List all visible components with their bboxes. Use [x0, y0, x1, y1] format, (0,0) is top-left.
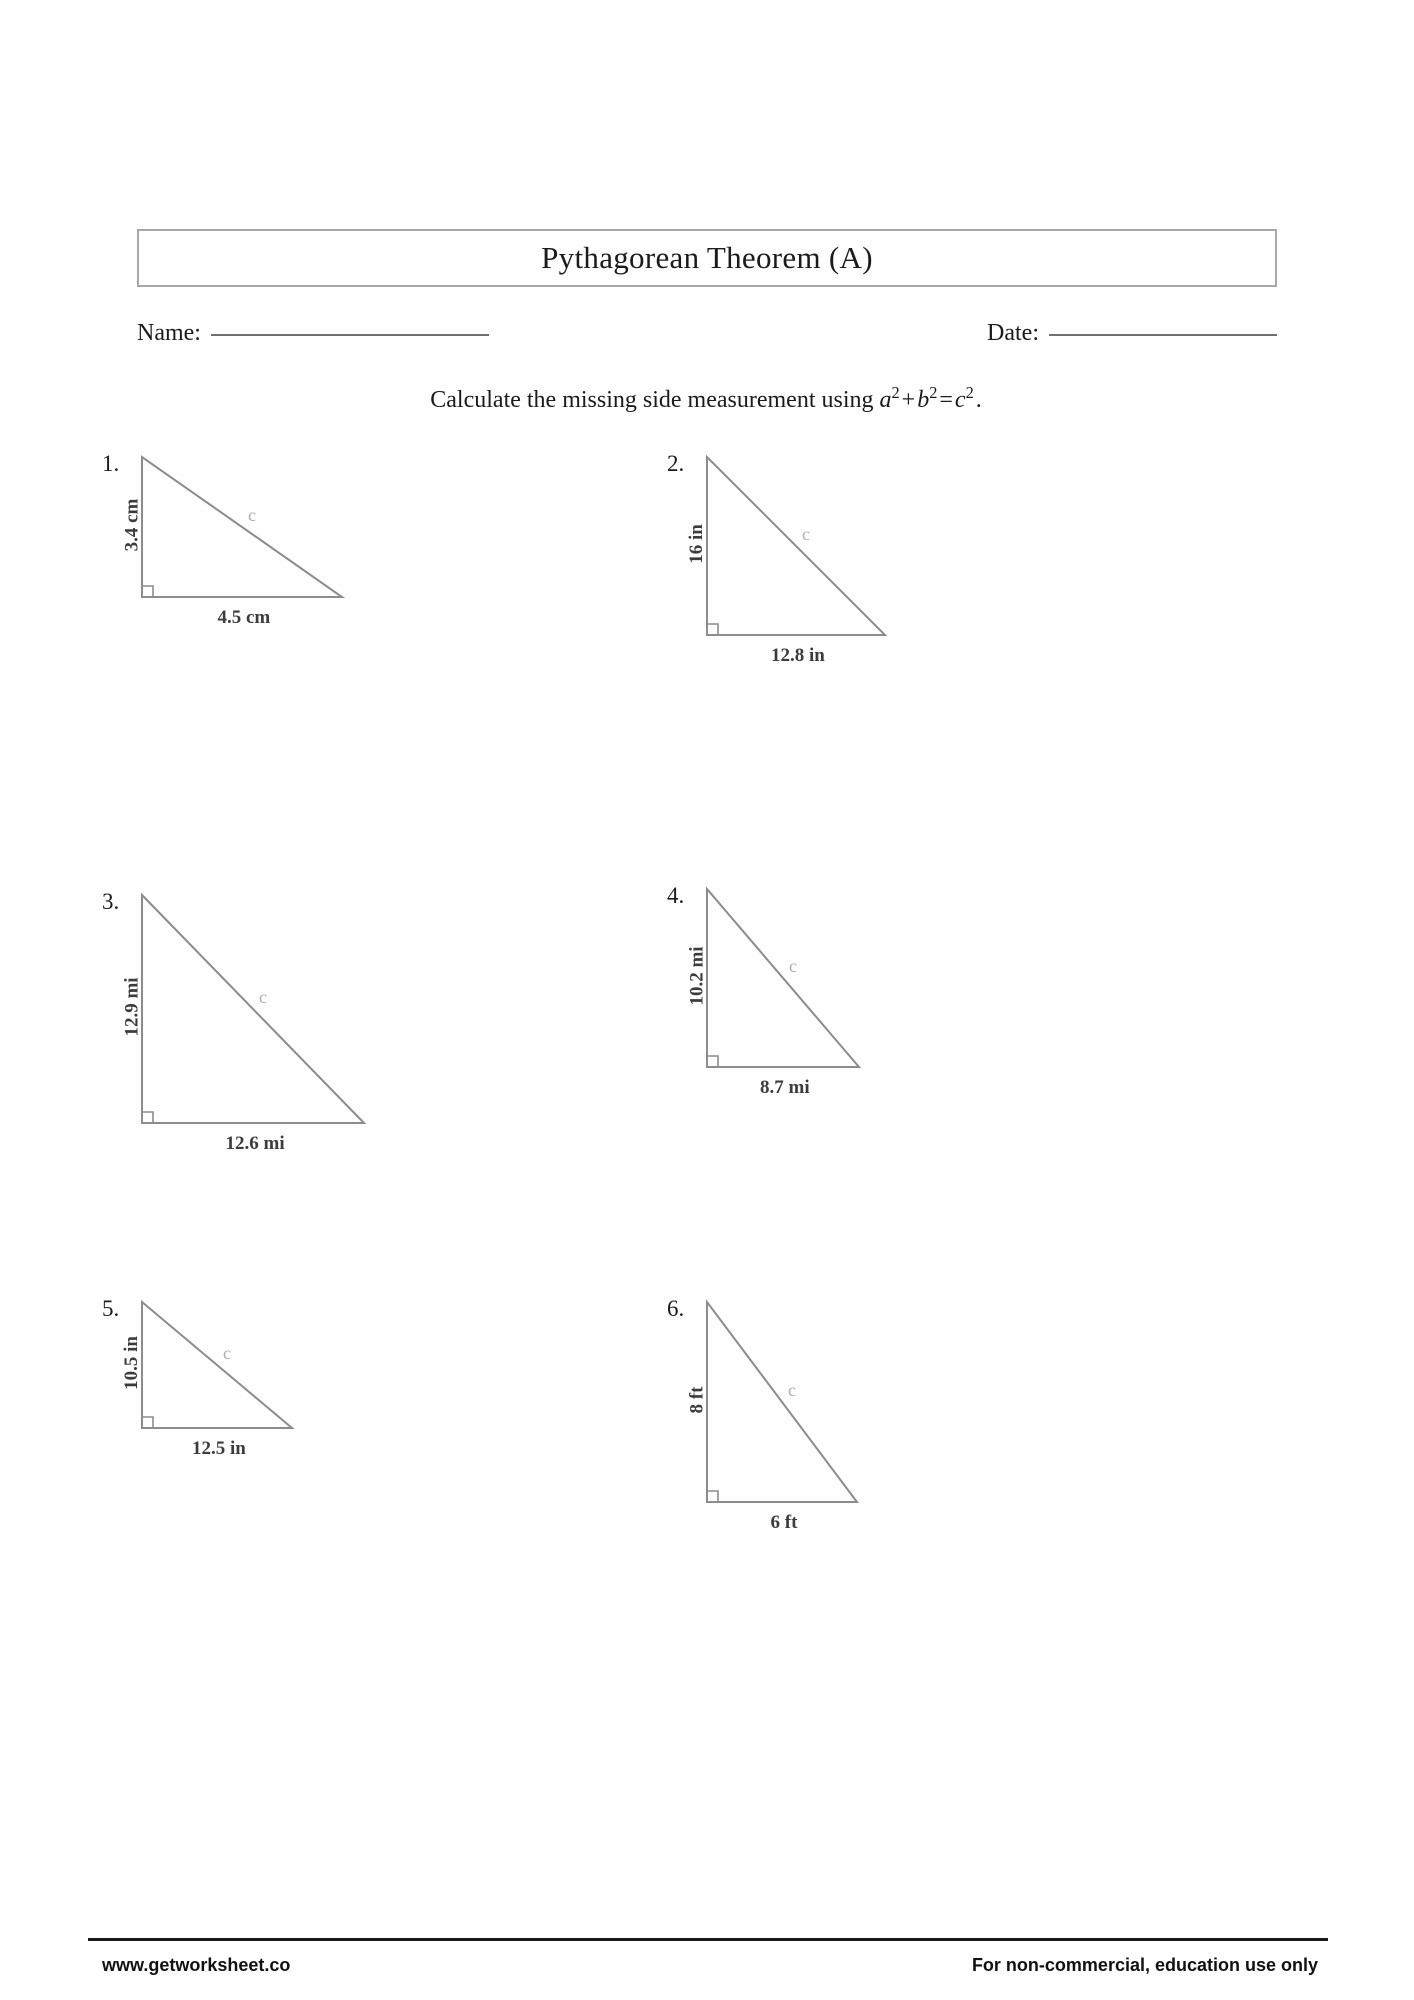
- formula-equals: =: [939, 387, 953, 413]
- instruction-text: Calculate the missing side measurement using: [430, 387, 880, 413]
- right-angle-marker: [142, 1112, 153, 1123]
- triangle-figure: [140, 455, 348, 603]
- triangle-svg: [140, 455, 348, 603]
- hypotenuse-label: c: [788, 1380, 796, 1400]
- vertical-leg-label: 10.2 mi: [686, 946, 708, 1006]
- formula: [879, 383, 984, 413]
- date-field-group: [987, 320, 1277, 347]
- hypotenuse-label: c: [223, 1343, 231, 1363]
- problem-number: 2.: [667, 451, 685, 476]
- formula-a-exponent: 2: [891, 383, 900, 402]
- vertical-leg-label: 16 in: [685, 524, 707, 564]
- triangle-svg: [705, 1300, 863, 1508]
- vertical-leg-label: 8 ft: [685, 1386, 707, 1414]
- problem-number: 3.: [102, 889, 120, 914]
- triangle-outline: [707, 457, 885, 635]
- problem-number: 6.: [667, 1296, 685, 1321]
- hypotenuse-label: c: [259, 987, 267, 1007]
- right-angle-marker: [707, 1056, 718, 1067]
- horizontal-leg-label: 6 ft: [770, 1512, 798, 1533]
- triangle-outline: [142, 895, 364, 1123]
- horizontal-leg-label: 12.5 in: [192, 1438, 246, 1459]
- instruction-line: [0, 383, 1414, 414]
- formula-c-exponent: 2: [965, 383, 974, 402]
- triangle-svg: [705, 887, 865, 1073]
- triangle-outline: [707, 1302, 857, 1502]
- date-input-line[interactable]: [1049, 334, 1277, 336]
- problem-number: 4.: [667, 883, 685, 908]
- formula-a: a: [879, 387, 892, 413]
- right-angle-marker: [707, 1491, 718, 1502]
- name-date-row: [137, 320, 1277, 360]
- triangle-figure: [140, 893, 370, 1129]
- triangle-figure: [705, 1300, 863, 1508]
- footer-divider: [88, 1938, 1328, 1941]
- right-angle-marker: [707, 624, 718, 635]
- formula-period: .: [975, 387, 982, 413]
- horizontal-leg-label: 12.6 mi: [225, 1133, 285, 1154]
- formula-plus: +: [901, 387, 916, 413]
- hypotenuse-label: c: [248, 505, 256, 525]
- right-angle-marker: [142, 1417, 153, 1428]
- horizontal-leg-label: 8.7 mi: [760, 1077, 810, 1098]
- problem-number: 1.: [102, 451, 120, 476]
- date-label: Date:: [987, 320, 1039, 346]
- name-input-line[interactable]: [211, 334, 489, 336]
- triangle-figure: [705, 455, 891, 641]
- triangle-figure: [705, 887, 865, 1073]
- formula-c: c: [954, 387, 966, 413]
- name-label: Name:: [137, 320, 201, 346]
- triangle-svg: [140, 893, 370, 1129]
- triangle-figure: [140, 1300, 298, 1434]
- triangle-outline: [142, 457, 342, 597]
- hypotenuse-label: c: [789, 956, 797, 976]
- footer-usage-note: For non-commercial, education use only: [971, 1955, 1318, 1975]
- name-field-group: [137, 320, 489, 347]
- vertical-leg-label: 12.9 mi: [121, 977, 143, 1037]
- triangle-svg: [705, 455, 891, 641]
- triangle-svg: [140, 1300, 298, 1434]
- horizontal-leg-label: 12.8 in: [771, 645, 825, 666]
- page-title: Pythagorean Theorem (A): [541, 240, 873, 275]
- problem-number: 5.: [102, 1296, 120, 1321]
- footer-site-url: www.getworksheet.co: [102, 1955, 291, 1975]
- page-footer: [88, 1955, 1328, 1991]
- vertical-leg-label: 3.4 cm: [120, 498, 142, 552]
- triangle-outline: [142, 1302, 292, 1428]
- vertical-leg-label: 10.5 in: [120, 1336, 142, 1390]
- formula-b-exponent: 2: [929, 383, 938, 402]
- horizontal-leg-label: 4.5 cm: [217, 607, 271, 628]
- formula-b: b: [917, 387, 930, 413]
- hypotenuse-label: c: [802, 524, 810, 544]
- right-angle-marker: [142, 586, 153, 597]
- worksheet-title-box: [137, 229, 1277, 287]
- triangle-outline: [707, 889, 859, 1067]
